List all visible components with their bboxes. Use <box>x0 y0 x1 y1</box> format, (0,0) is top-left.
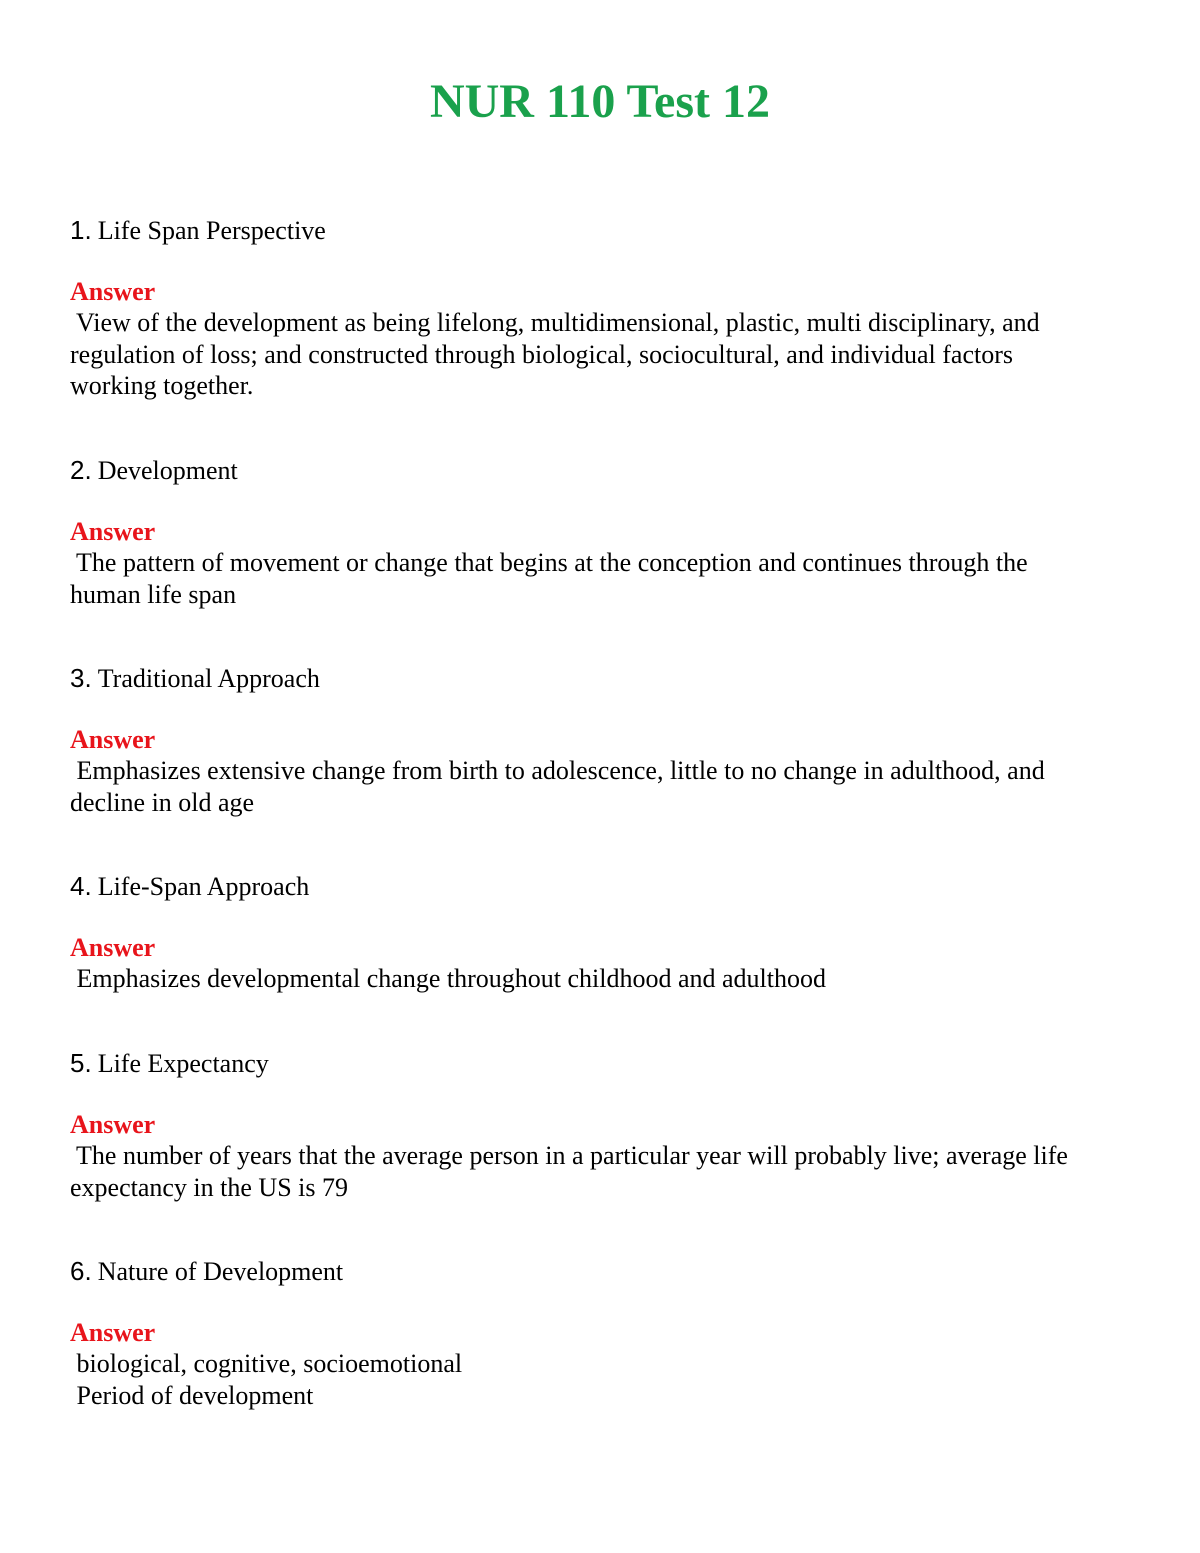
answer-line: biological, cognitive, socioemotional <box>70 1349 463 1378</box>
answer-label: Answer <box>70 277 156 306</box>
answer-text <box>70 1348 1130 1411</box>
question-number: 4. <box>70 871 92 901</box>
question <box>70 454 1130 487</box>
question-number: 5. <box>70 1048 92 1078</box>
answer-label: Answer <box>70 1318 156 1347</box>
answer-label: Answer <box>70 517 156 546</box>
qa-item <box>70 662 1130 818</box>
question <box>70 1255 1130 1288</box>
answer-line: decline in old age <box>70 787 255 817</box>
answer-line: working together. <box>70 371 254 400</box>
answer-text <box>70 307 1130 402</box>
question <box>70 214 1130 247</box>
question <box>70 662 1130 695</box>
answer-text <box>70 1140 1130 1203</box>
question-number: 3. <box>70 663 92 693</box>
answer-line: View of the development as being lifelong, multidimensional, plastic, multi disciplinary, and <box>70 308 1040 337</box>
question-term: Traditional Approach <box>97 664 320 693</box>
qa-item <box>70 870 1130 995</box>
qa-item <box>70 1047 1130 1203</box>
question <box>70 1047 1130 1080</box>
question-term: Life Expectancy <box>97 1049 269 1078</box>
answer-line: human life span <box>70 579 237 609</box>
qa-item <box>70 214 1130 402</box>
question-term: Life-Span Approach <box>97 872 310 901</box>
answer-text <box>70 963 1130 995</box>
answer-line: Emphasizes developmental change throughout childhood and adulthood <box>70 964 826 993</box>
question-number: 1. <box>70 215 92 245</box>
answer-line: expectancy in the US is 79 <box>70 1172 348 1202</box>
question-term: Nature of Development <box>97 1257 344 1286</box>
question <box>70 870 1130 903</box>
question-number: 2. <box>70 455 92 485</box>
answer-label: Answer <box>70 933 156 962</box>
question-term: Development <box>97 456 238 485</box>
answer-line: The pattern of movement or change that begins at the conception and continues through the <box>70 548 1028 577</box>
answer-text <box>70 755 1130 818</box>
answer-text <box>70 547 1130 610</box>
question-term: Life Span Perspective <box>97 216 326 245</box>
answer-label: Answer <box>70 1110 156 1139</box>
answer-line: The number of years that the average person in a particular year will probably live; average life <box>70 1141 1068 1170</box>
page-title: NUR 110 Test 12 <box>429 75 771 128</box>
question-number: 6. <box>70 1256 92 1286</box>
answer-line: Emphasizes extensive change from birth to adolescence, little to no change in adulthood, and <box>70 756 1045 785</box>
qa-item <box>70 454 1130 610</box>
qa-item <box>70 1255 1130 1411</box>
answer-line: Period of development <box>70 1380 314 1410</box>
answer-label: Answer <box>70 725 156 754</box>
answer-line: regulation of loss; and constructed through biological, sociocultural, and individual factors <box>70 339 1013 369</box>
